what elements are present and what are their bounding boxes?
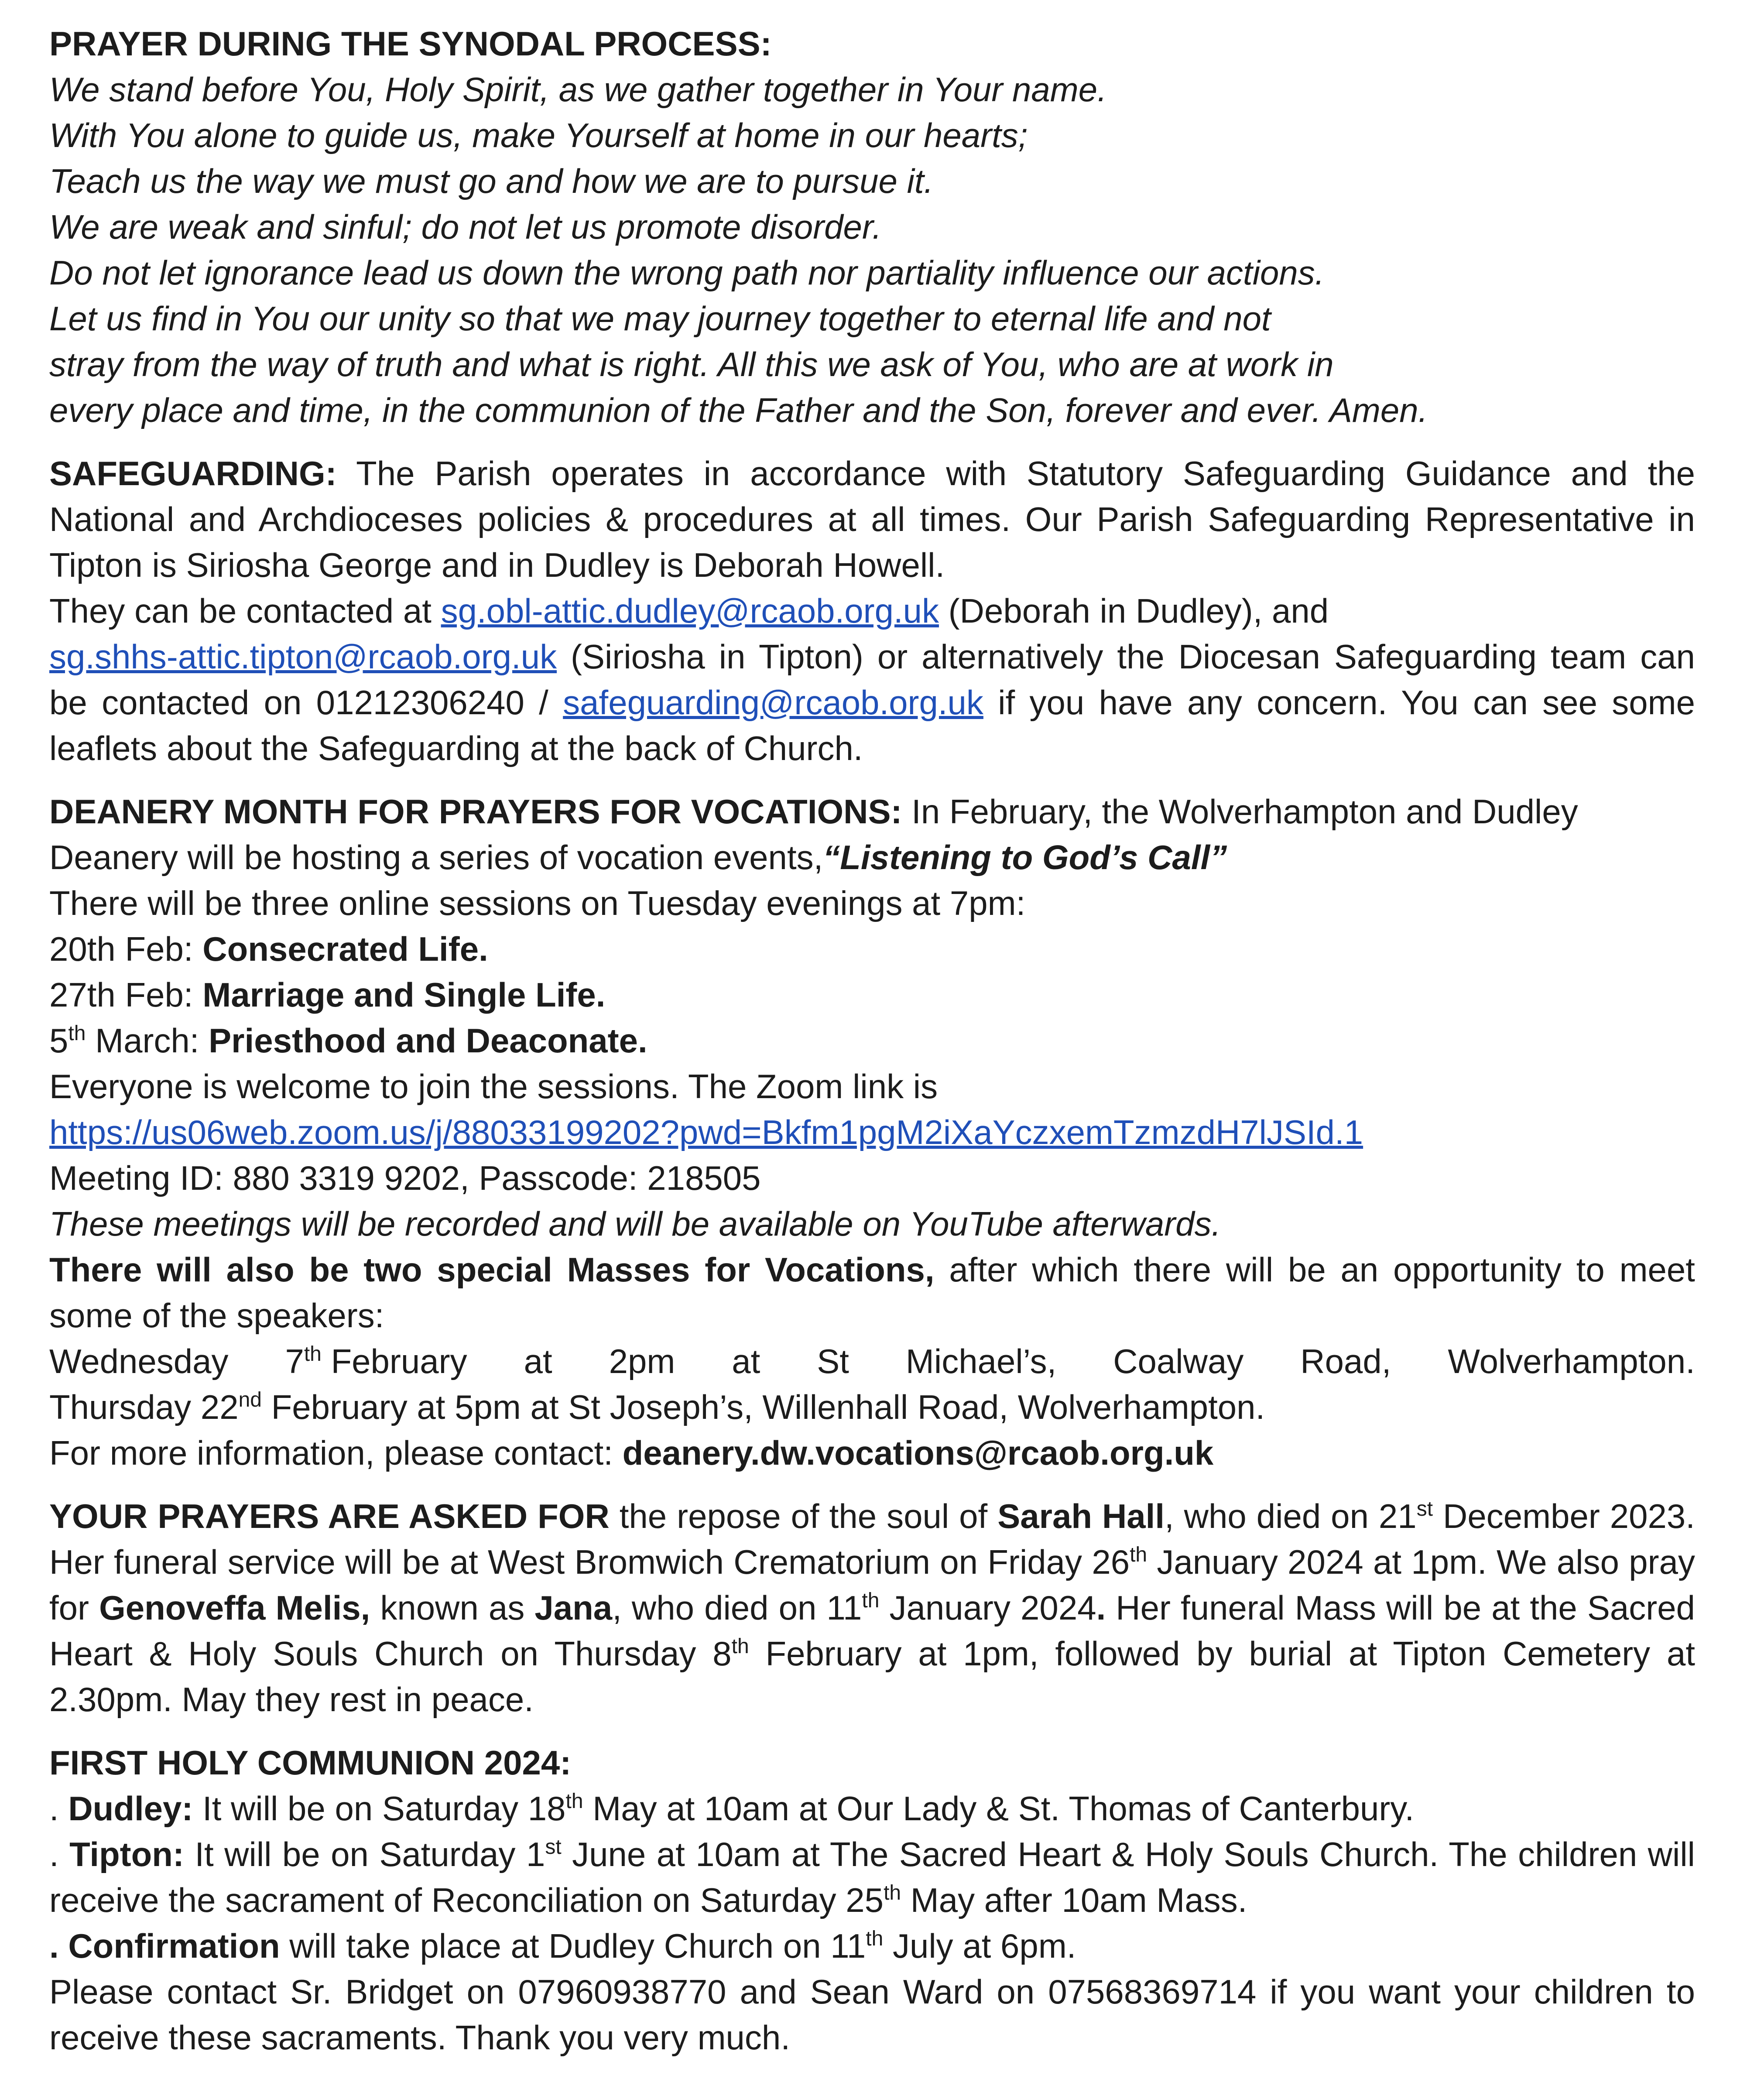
session-date: 5: [49, 1021, 69, 1060]
text: January 2024: [879, 1589, 1096, 1627]
mass1-word: St: [817, 1342, 849, 1380]
contact-mid2-text: (Siriosha in Tipton) or alternatively the Diocesan Safeguarding team can be contacted on 01212306240 /: [49, 637, 1695, 722]
contact-post-text: if you have any concern. You can see some leaflets about the Safeguarding at the back of Church.: [49, 683, 1695, 767]
session-item: [49, 972, 1695, 1018]
session-date: 20th Feb:: [49, 930, 203, 968]
ordinal-sup: st: [545, 1836, 562, 1859]
mass1-date: 7th February: [285, 1342, 467, 1380]
ordinal-sup: st: [1416, 1497, 1433, 1521]
mass2-pre: Thursday 22: [49, 1388, 239, 1426]
prayer-line: With You alone to guide us, make Yourself at home in our hearts;: [49, 116, 1028, 154]
session-title: Priesthood and Deaconate.: [209, 1021, 647, 1060]
masses-paragraph: [49, 1247, 1695, 1339]
prayers-asked-heading: YOUR PRAYERS ARE ASKED FOR: [49, 1497, 610, 1535]
session-title: Consecrated Life.: [202, 930, 488, 968]
prayer-line: Let us find in You our unity so that we may journey together to eternal life and not: [49, 299, 1271, 338]
text: May after 10am Mass.: [901, 1881, 1247, 1919]
email-link-dudley[interactable]: sg.obl-attic.dudley@rcaob.org.uk: [441, 592, 939, 630]
mass2-post: February at 5pm at St Joseph’s, Willenhall Road, Wolverhampton.: [261, 1388, 1265, 1426]
communion-dudley: . Dudley: It will be on Saturday 18th May at 10am at Our Lady & St. Thomas of Canterbury.: [49, 1789, 1415, 1828]
ordinal-sup: th: [884, 1881, 901, 1904]
prayer-line: We stand before You, Holy Spirit, as we gather together in Your name.: [49, 70, 1107, 109]
deceased-name: Sarah Hall: [997, 1497, 1165, 1535]
text: known as: [370, 1589, 535, 1627]
session-title: Marriage and Single Life.: [202, 976, 606, 1014]
session-date-suffix: March:: [86, 1021, 209, 1060]
communion-section: [49, 1740, 1695, 2061]
text: the repose of the soul of: [609, 1497, 998, 1535]
mass-1-line: [49, 1339, 1695, 1384]
session-date: 27th Feb:: [49, 976, 203, 1014]
contact-pre-text: They can be contacted at: [49, 592, 441, 630]
zoom-link-line: [49, 1110, 1695, 1155]
safeguarding-heading: SAFEGUARDING:: [49, 454, 337, 493]
mass1-word: Coalway: [1113, 1342, 1244, 1380]
prayer-line: Do not let ignorance lead us down the wrong path nor partiality influence our actions.: [49, 253, 1325, 292]
communion-heading: FIRST HOLY COMMUNION 2024:: [49, 1743, 572, 1782]
session-item: [49, 926, 1695, 972]
prayer-line: We are weak and sinful; do not let us promote disorder.: [49, 208, 882, 246]
text: , who died on 21: [1165, 1497, 1417, 1535]
mass1-word: 2pm: [609, 1342, 675, 1380]
text: December 2023. Her funeral service will be at West Bromwich Crematorium on Friday 26: [49, 1497, 1695, 1581]
text: It will be on Saturday 18: [193, 1789, 566, 1828]
ordinal-sup: th: [1130, 1543, 1147, 1566]
mass-2-line: [49, 1384, 1695, 1430]
text: Her funeral Mass will be at the Sacred Heart & Holy Souls Church on Thursday 8: [49, 1589, 1695, 1673]
text: January 2024 at 1pm. We also pray for: [49, 1543, 1695, 1627]
text: July at 6pm.: [883, 1927, 1076, 1965]
text: will take place at Dudley Church on 11: [280, 1927, 866, 1965]
deceased-nickname: Jana: [534, 1589, 613, 1627]
mass1-word: at: [732, 1342, 760, 1380]
mass1-word: Wolverhampton.: [1448, 1342, 1695, 1380]
communion-tipton: . Tipton: It will be on Saturday 1st June at 10am at The Sacred Heart & Holy Souls Church. The children will receive the sacrament of Reconciliation on Saturday 25th May after 10am Mass.: [49, 1835, 1695, 1919]
vocations-email[interactable]: deanery.dw.vocations@rcaob.org.uk: [622, 1434, 1214, 1472]
session-date-sup: th: [68, 1022, 86, 1045]
communion-confirmation: . Confirmation will take place at Dudley Church on 11th July at 6pm.: [49, 1927, 1076, 1965]
mass1-word: Wednesday: [49, 1342, 229, 1380]
prayer-line: Teach us the way we must go and how we are to pursue it.: [49, 162, 934, 200]
safeguarding-contact-line: [49, 588, 1695, 634]
event-title: “Listening to God’s Call”: [823, 838, 1227, 877]
prayers-asked-section: [49, 1493, 1695, 1723]
text: , who died on 11: [612, 1589, 862, 1627]
communion-contact: Please contact Sr. Bridget on 07960938770 and Sean Ward on 07568369714 if you want your children to receive these sacraments. Thank you very much.: [49, 1973, 1695, 2057]
confirmation-label: Confirmation: [68, 1927, 280, 1965]
safeguarding-section: [49, 451, 1695, 771]
prayer-line: stray from the way of truth and what is right. All this we ask of You, who are at work in: [49, 345, 1334, 384]
email-link-tipton[interactable]: sg.shhs-attic.tipton@rcaob.org.uk: [49, 637, 557, 676]
session-item: [49, 1018, 1695, 1064]
contact-mid-text: (Deborah in Dudley), and: [939, 592, 1329, 630]
mass2-sup: nd: [238, 1388, 262, 1411]
mass1-word: at: [524, 1342, 552, 1380]
safeguarding-intro-text: The Parish operates in accordance with Statutory Safeguarding Guidance and the National and Archdioceses policies & procedures at all times. Our Parish Safeguarding Representative in Tipton is Siriosha George and in Dudley is Deborah Howell.: [49, 454, 1695, 584]
masses-bold: There will also be two special Masses for Vocations,: [49, 1250, 935, 1289]
sessions-intro: There will be three online sessions on Tuesday evenings at 7pm:: [49, 884, 1026, 922]
more-info-text: For more information, please contact:: [49, 1434, 623, 1472]
prayer-line: every place and time, in the communion of the Father and the Son, forever and ever. Amen.: [49, 391, 1428, 429]
tipton-label: Tipton:: [69, 1835, 184, 1873]
mass1-word: Road,: [1300, 1342, 1391, 1380]
text: February at 1pm, followed by burial at Tipton Cemetery at 2.30pm. May they rest in peace.: [49, 1634, 1695, 1719]
ordinal-sup: th: [862, 1589, 880, 1612]
meeting-info: Meeting ID: 880 3319 9202, Passcode: 218505: [49, 1159, 761, 1197]
bulletin-page: [49, 21, 1695, 2078]
deanery-section: [49, 789, 1695, 1476]
text: It will be on Saturday 1: [184, 1835, 545, 1873]
text: May at 10am at Our Lady & St. Thomas of Canterbury.: [583, 1789, 1415, 1828]
safeguarding-intro: [49, 451, 1695, 588]
dudley-label: Dudley:: [68, 1789, 193, 1828]
deanery-intro: [49, 789, 1695, 880]
deanery-intro-text: In February, the Wolverhampton and Dudley Deanery will be hosting a series of vocation events,: [49, 792, 1578, 877]
prayers-asked-paragraph: [49, 1493, 1695, 1723]
prayer-section: [49, 21, 1695, 433]
recorded-note: These meetings will be recorded and will be available on YouTube afterwards.: [49, 1205, 1221, 1243]
text: June at 10am at The Sacred Heart & Holy Souls Church. The children will receive the sacrament of Reconciliation on Saturday 25: [49, 1835, 1695, 1919]
prayer-lines: [49, 67, 1695, 433]
safeguarding-contact-paragraph: [49, 634, 1695, 771]
deanery-heading: DEANERY MONTH FOR PRAYERS FOR VOCATIONS:: [49, 792, 902, 831]
zoom-link[interactable]: https://us06web.zoom.us/j/88033199202?pwd=Bkfm1pgM2iXaYczxemTzmzdH7lJSId.1: [49, 1113, 1363, 1151]
ordinal-sup: th: [866, 1927, 884, 1950]
masses-rest: after which there will be an opportunity to meet some of the speakers:: [49, 1250, 1695, 1335]
ordinal-sup: th: [565, 1790, 583, 1813]
deceased-name: Genoveffa Melis,: [99, 1589, 370, 1627]
prayer-heading: PRAYER DURING THE SYNODAL PROCESS:: [49, 24, 772, 63]
ordinal-sup: th: [731, 1635, 749, 1658]
mass1-word: Michael’s,: [905, 1342, 1057, 1380]
more-info-line: [49, 1430, 1695, 1476]
text: .: [1096, 1589, 1106, 1627]
email-link-diocese[interactable]: safeguarding@rcaob.org.uk: [563, 683, 983, 722]
welcome-text: Everyone is welcome to join the sessions. The Zoom link is: [49, 1067, 938, 1106]
